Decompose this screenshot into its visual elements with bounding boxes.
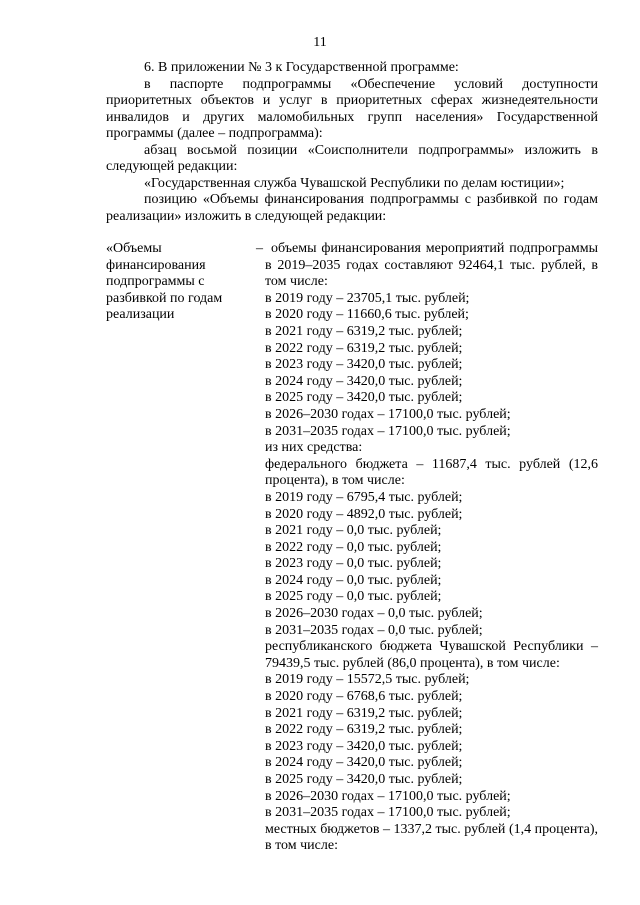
year-line: в 2024 году – 0,0 тыс. рублей;: [265, 572, 442, 588]
year-line: в 2025 году – 3420,0 тыс. рублей;: [265, 390, 463, 406]
year-line: в 2021 году – 6319,2 тыс. рублей;: [265, 705, 463, 721]
year-line: в 2020 году – 4892,0 тыс. рублей;: [265, 506, 463, 522]
year-line: в 2019 году – 6795,4 тыс. рублей;: [265, 489, 463, 505]
year-line: в 2031–2035 годах – 17100,0 тыс. рублей;: [265, 423, 511, 439]
separator-dash: –: [256, 241, 263, 256]
intro-position: позицию «Объемы финансирования подпрограммы с разбивкой по годам реализации» изложить в следующей редакции:: [106, 192, 598, 224]
year-line: в 2022 году – 6319,2 тыс. рублей;: [265, 722, 463, 738]
local-budget: местных бюджетов – 1337,2 тыс. рублей (1,4 процента), в том числе:: [265, 821, 598, 854]
federal-budget: федерального бюджета – 11687,4 тыс. рублей (12,6 процента), в том числе:: [265, 456, 598, 489]
funding-details: [265, 241, 598, 855]
year-line: в 2023 году – 3420,0 тыс. рублей;: [265, 357, 463, 373]
year-line: в 2022 году – 6319,2 тыс. рублей;: [265, 340, 463, 356]
year-line: в 2024 году – 3420,0 тыс. рублей;: [265, 373, 463, 389]
of-them-label: из них средства:: [265, 440, 363, 456]
year-line: в 2019 году – 15572,5 тыс. рублей;: [265, 672, 470, 688]
year-line: в 2031–2035 годах – 17100,0 тыс. рублей;: [265, 805, 511, 821]
page-number: 11: [313, 35, 327, 50]
year-line: в 2021 году – 0,0 тыс. рублей;: [265, 523, 442, 539]
funding-total: объемы финансирования мероприятий подпрограммы в 2019–2035 годах составляют 92464,1 тыс. рублей, в том числе:: [265, 241, 598, 290]
year-line: в 2026–2030 годах – 17100,0 тыс. рублей;: [265, 788, 511, 804]
year-line: в 2019 году – 23705,1 тыс. рублей;: [265, 290, 470, 306]
funding-label: «Объемы финансирования подпрограммы с разбивкой по годам реализации: [106, 241, 223, 323]
year-line: в 2025 году – 3420,0 тыс. рублей;: [265, 772, 463, 787]
intro-passport: в паспорте подпрограммы «Обеспечение условий доступности приоритетных объектов и услуг в приоритетных сферах жизнедеятельности инвалидов и других маломобильных групп населения» Государственной программы (далее – подпрограмма):: [106, 76, 598, 141]
year-line: в 2024 году – 3420,0 тыс. рублей;: [265, 755, 463, 771]
intro-item: 6. В приложении № 3 к Государственной программе:: [144, 60, 459, 75]
intro-text: [106, 60, 598, 225]
year-line: в 2021 году – 6319,2 тыс. рублей;: [265, 323, 463, 339]
year-line: в 2025 году – 0,0 тыс. рублей;: [265, 589, 442, 605]
republic-budget: республиканского бюджета Чувашской Республики – 79439,5 тыс. рублей (86,0 процента), в том числе:: [265, 639, 598, 671]
year-line: в 2020 году – 11660,6 тыс. рублей;: [265, 307, 469, 323]
year-line: в 2023 году – 0,0 тыс. рублей;: [265, 556, 442, 572]
year-line: в 2026–2030 годах – 0,0 тыс. рублей;: [265, 606, 483, 622]
year-line: в 2022 году – 0,0 тыс. рублей;: [265, 539, 442, 555]
intro-paragraph8: абзац восьмой позиции «Соисполнители подпрограммы» изложить в следующей редакции:: [106, 142, 598, 174]
intro-coexecutor: «Государственная служба Чувашской Республики по делам юстиции»;: [144, 175, 565, 191]
year-line: в 2023 году – 3420,0 тыс. рублей;: [265, 738, 463, 754]
year-line: в 2031–2035 годах – 0,0 тыс. рублей;: [265, 622, 483, 638]
year-line: в 2020 году – 6768,6 тыс. рублей;: [265, 689, 463, 705]
year-line: в 2026–2030 годах – 17100,0 тыс. рублей;: [265, 406, 511, 422]
